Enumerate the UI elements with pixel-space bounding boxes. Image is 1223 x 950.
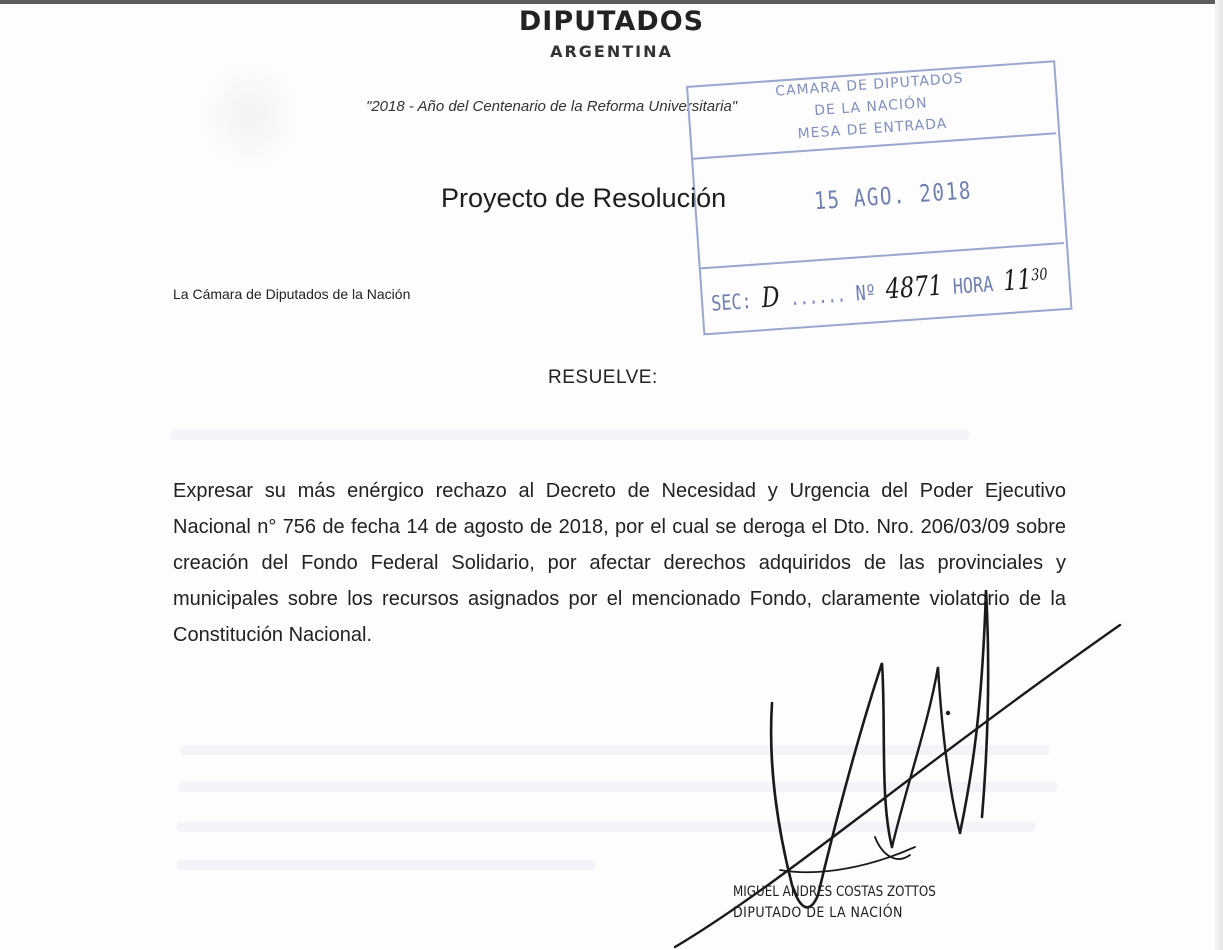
- chamber-line: La Cámara de Diputados de la Nación: [173, 286, 411, 302]
- stamp-number-value: 4871: [884, 268, 944, 306]
- institution-country: ARGENTINA: [550, 42, 673, 61]
- stamp-hour-label: HORA: [952, 272, 995, 299]
- scan-smudge: [200, 60, 300, 170]
- resolution-verb: RESUELVE:: [548, 367, 658, 388]
- stamp-sec-value: D: [760, 280, 781, 315]
- stamp-hour-value: 11: [1001, 262, 1033, 298]
- document-title: Proyecto de Resolución: [441, 183, 727, 213]
- signer-role: DIPUTADO DE LA NACIÓN: [733, 905, 903, 921]
- stamp-dots: ......: [788, 282, 847, 311]
- stamp-date: 15 AGO. 2018: [813, 176, 973, 216]
- stamp-nation: DE LA NACIÓN: [813, 95, 929, 120]
- page-top-border: [0, 0, 1223, 4]
- reception-stamp: [686, 60, 1073, 335]
- year-motto: "2018 - Año del Centenario de la Reforma Universitaria": [366, 98, 738, 115]
- signer-name: MIGUEL ANDRÉS COSTAS ZOTTOS: [733, 884, 936, 900]
- stamp-hour-minutes: 30: [1030, 264, 1049, 285]
- page-right-edge: [1215, 0, 1223, 950]
- stamp-office: MESA DE ENTRADA: [797, 115, 948, 143]
- stamp-number-label: Nº: [854, 280, 877, 306]
- stamp-institution: CAMARA DE DIPUTADOS: [774, 70, 965, 100]
- stamp-sec-label: SEC:: [710, 288, 753, 316]
- bleed-through-line: [176, 860, 596, 870]
- resolution-body: Expresar su más enérgico rechazo al Decreto de Necesidad y Urgencia del Poder Ejecutivo Nacional n° 756 de fecha 14 de agosto de 2018, por el cual se deroga el Dto. Nro. 206/03/09 sobre creación del Fondo Federal Solidario, por afectar derechos adquiridos de las provinciales y municipales sobre los recursos asignados por el mencionado Fondo, claramente violatorio de la Constitución Nacional.: [173, 480, 1066, 646]
- institution-name: DIPUTADOS: [518, 6, 705, 37]
- bleed-through-line: [170, 430, 970, 440]
